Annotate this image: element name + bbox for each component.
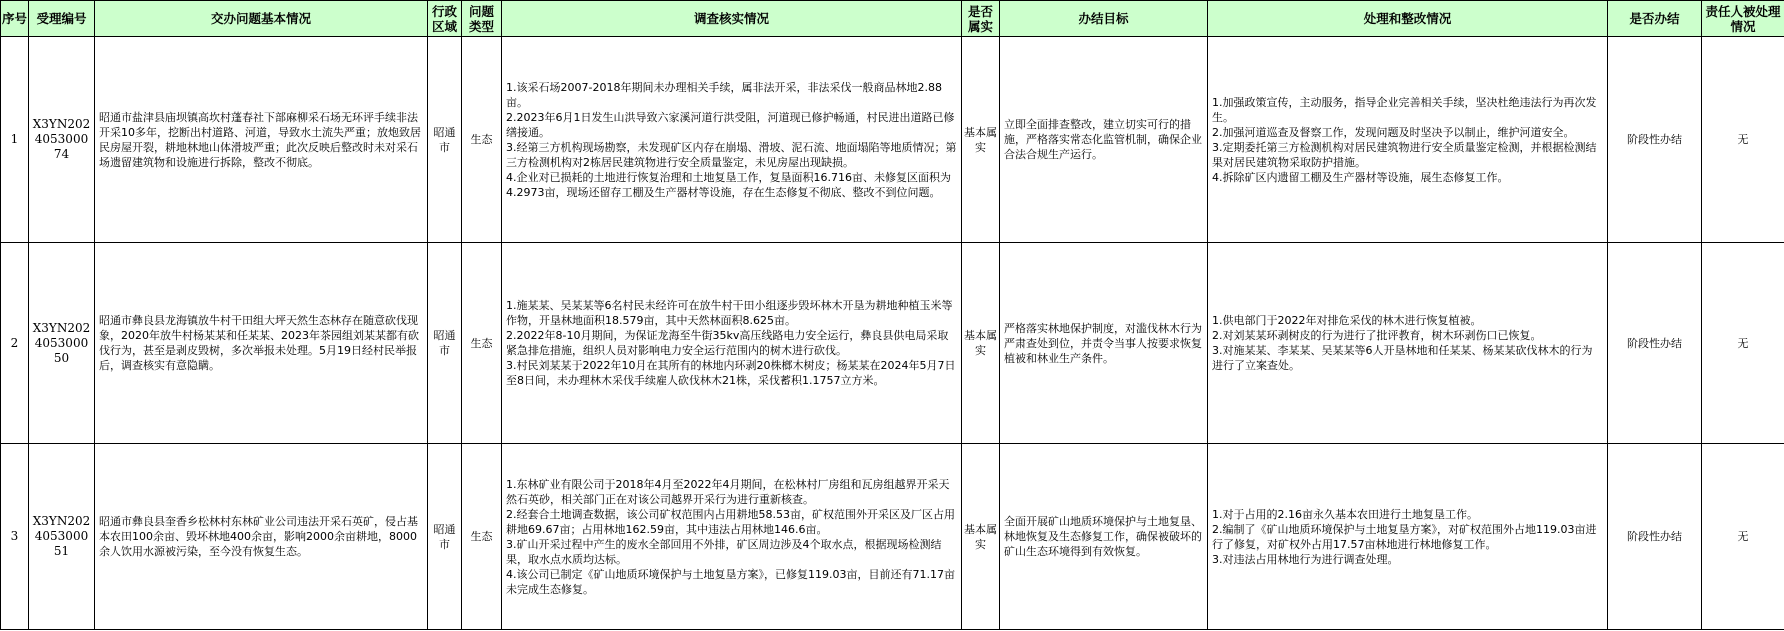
row-problem: 昭通市彝良县龙海镇放牛村干田组大坪天然生态林存在随意砍伐现象，2020年放牛村杨某某和任某某、2023年茶园组刘某某都有砍伐行为，甚至是剥皮毁树，多次举报未处理。5月19日经村民举报后，调查核实有意隐瞒。 <box>95 243 428 444</box>
handling-item: 1.对于占用的2.16亩永久基本农田进行土地复垦工作。 <box>1212 507 1478 521</box>
handling-item: 1.加强政策宣传，主动服务，指导企业完善相关手续，坚决杜绝违法行为再次发生。 <box>1212 95 1597 124</box>
investigation-item: 3.村民刘某某于2022年10月在其所有的林地内环剥20株榔木树皮；杨某某在2024年5月7日至8日间，未办理林木采伐手续雇人砍伐林木21株，采伐蓄积1.1757立方米。 <box>506 359 956 387</box>
row-goal: 严格落实林地保护制度，对滥伐林木行为严肃查处到位，并责令当事人按要求恢复植被和林业生产条件。 <box>1000 243 1208 444</box>
row-investigation <box>502 444 962 630</box>
investigation-item: 1.东林矿业有限公司于2018年4月至2022年4月期间，在松林村厂房组和瓦房组越界开采天然石英砂，相关部门正在对该公司越界开采行为进行重新核查。 <box>506 477 950 506</box>
header-problem: 交办问题基本情况 <box>95 1 428 37</box>
handling-item: 3.对违法占用林地行为进行调查处理。 <box>1212 552 1399 566</box>
row-verified: 基本属实 <box>962 243 1000 444</box>
investigation-item: 4.该公司已制定《矿山地质环境保护与土地复垦方案》，已修复119.03亩，目前还有71.17亩未完成生态修复。 <box>506 567 955 596</box>
handling-item: 3.对施某某、李某某、吴某某等6人开垦林地和任某某、杨某某砍伐林木的行为进行了立案查处。 <box>1212 344 1593 372</box>
table-row <box>1 243 1784 444</box>
row-seq: 3 <box>1 444 29 630</box>
row-closed: 阶段性办结 <box>1608 444 1702 630</box>
row-handling <box>1208 37 1608 243</box>
header-closed: 是否办结 <box>1608 1 1702 37</box>
row-accountability: 无 <box>1702 37 1784 243</box>
row-id: X3YN202405300050 <box>29 243 95 444</box>
row-region: 昭通市 <box>428 243 462 444</box>
header-seq: 序号 <box>1 1 29 37</box>
row-closed: 阶段性办结 <box>1608 37 1702 243</box>
header-goal: 办结目标 <box>1000 1 1208 37</box>
header-investigation: 调查核实情况 <box>502 1 962 37</box>
row-verified: 基本属实 <box>962 444 1000 630</box>
header-handling: 处理和整改情况 <box>1208 1 1608 37</box>
row-problem: 昭通市盐津县庙坝镇高坎村蓬春社下部麻柳采石场无环评手续非法开采10多年，挖断出村道路、河道，导致水土流失严重；放炮致居民房屋开裂，耕地林地山体滑坡严重；此次反映后整改时未对采石场遗留建筑物和设施进行拆除，整改不彻底。 <box>95 37 428 243</box>
row-seq: 1 <box>1 37 29 243</box>
row-investigation <box>502 243 962 444</box>
handling-item: 2.加强河道巡查及督察工作，发现问题及时坚决予以制止，维护河道安全。 <box>1212 125 1575 139</box>
row-type: 生态 <box>462 444 502 630</box>
investigation-item: 1.该采石场2007-2018年期间未办理相关手续，属非法开采，非法采伐一般商品林地2.88亩。 <box>506 80 942 109</box>
investigation-item: 3.矿山开采过程中产生的废水全部回用不外排，矿区周边涉及4个取水点，根据现场检测结果，取水点水质均达标。 <box>506 537 942 566</box>
header-verified: 是否属实 <box>962 1 1000 37</box>
row-investigation <box>502 37 962 243</box>
row-goal: 全面开展矿山地质环境保护与土地复垦、林地恢复及生态修复工作，确保被破坏的矿山生态环境得到有效恢复。 <box>1000 444 1208 630</box>
row-region: 昭通市 <box>428 37 462 243</box>
header-type: 问题类型 <box>462 1 502 37</box>
handling-item: 3.定期委托第三方检测机构对居民建筑物进行安全质量鉴定检测，并根据检测结果对居民建筑物采取防护措施。 <box>1212 140 1597 169</box>
row-handling <box>1208 243 1608 444</box>
investigation-item: 2.经套合土地调查数据，该公司矿权范围内占用耕地58.53亩，矿权范围外开采区及厂区占用耕地69.67亩；占用林地162.59亩，其中违法占用林地146.6亩。 <box>506 507 955 536</box>
header-region: 行政区域 <box>428 1 462 37</box>
row-id: X3YN202405300074 <box>29 37 95 243</box>
table-row <box>1 444 1784 630</box>
handling-item: 2.对刘某某环剥树皮的行为进行了批评教育，树木环剥伤口已恢复。 <box>1212 329 1542 342</box>
row-goal: 立即全面排查整改，建立切实可行的措施，严格落实常态化监管机制，确保企业合法合规生产运行。 <box>1000 37 1208 243</box>
investigation-item: 4.企业对已损耗的土地进行恢复治理和土地复垦工作，复垦面积16.716亩、未修复区面积为4.2973亩，现场还留存工棚及生产器材等设施，存在生态修复不彻底、整改不到位问题。 <box>506 170 951 199</box>
row-seq: 2 <box>1 243 29 444</box>
handling-item: 1.供电部门于2022年对排危采伐的林木进行恢复植被。 <box>1212 314 1482 327</box>
row-closed: 阶段性办结 <box>1608 243 1702 444</box>
header-row <box>1 1 1784 37</box>
row-accountability: 无 <box>1702 444 1784 630</box>
row-problem: 昭通市彝良县奎香乡松林村东林矿业公司违法开采石英矿，侵占基本农田100余亩、毁坏林地400余亩，影响2000余亩耕地，8000余人饮用水源被污染，至今没有恢复生态。 <box>95 444 428 630</box>
row-id: X3YN202405300051 <box>29 444 95 630</box>
row-region: 昭通市 <box>428 444 462 630</box>
investigation-item: 3.经第三方机构现场勘察，未发现矿区内存在崩塌、滑坡、泥石流、地面塌陷等地质情况；第三方检测机构对2栋居民建筑物进行安全质量鉴定，未见房屋出现缺损。 <box>506 140 957 169</box>
investigation-item: 1.施某某、吴某某等6名村民未经许可在放牛村干田小组逐步毁坏林木开垦为耕地种植玉米等作物，开垦林地面积18.579亩，其中天然林面积8.625亩。 <box>506 299 953 327</box>
investigation-item: 2.2023年6月1日发生山洪导致六家溪河道行洪受阻，河道现已修护畅通，村民进出道路已修缮接通。 <box>506 110 955 139</box>
table-row <box>1 37 1784 243</box>
handling-item: 2.编制了《矿山地质环境保护与土地复垦方案》，对矿权范围外占地119.03亩进行了修复，对矿权外占用17.57亩林地进行林地修复工作。 <box>1212 522 1597 551</box>
row-type: 生态 <box>462 243 502 444</box>
header-id: 受理编号 <box>29 1 95 37</box>
handling-item: 4.拆除矿区内遗留工棚及生产器材等设施，展生态修复工作。 <box>1212 170 1509 184</box>
row-type: 生态 <box>462 37 502 243</box>
row-verified: 基本属实 <box>962 37 1000 243</box>
investigation-item: 2.2022年8-10月期间，为保证龙海至牛街35kv高压线路电力安全运行，彝良县供电局采取紧急排危措施，组织人员对影响电力安全运行范围内的树木进行砍伐。 <box>506 329 949 357</box>
row-handling <box>1208 444 1608 630</box>
header-accountability: 责任人被处理情况 <box>1702 1 1784 37</box>
row-accountability: 无 <box>1702 243 1784 444</box>
